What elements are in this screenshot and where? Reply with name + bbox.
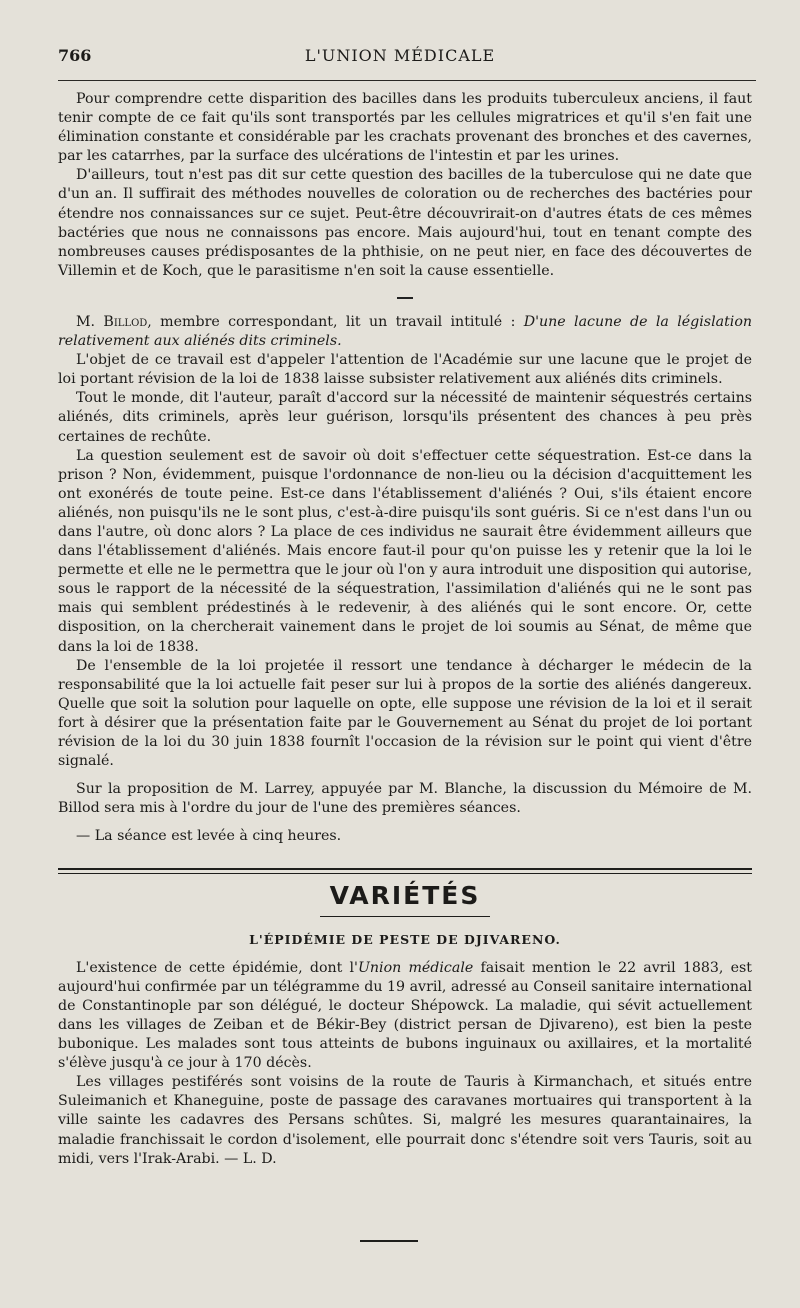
paragraph-billod-intro: [58, 313, 752, 351]
paragraph-larrey: Sur la proposition de M. Larrey, appuyée par M. Blanche, la discussion du Mémoire de M. Billod sera mis à l'ordre du jour de l'une des premières séances.: [58, 781, 752, 817]
page-header: [58, 46, 742, 70]
billod-intro-text: , membre correspondant, lit un travail intitulé :: [147, 313, 524, 330]
header-rule: [58, 80, 756, 81]
page-body: [58, 90, 752, 1169]
seance-end: — La séance est levée à cinq heures.: [76, 828, 342, 845]
heading-rule: [320, 916, 490, 917]
article-p1-before: L'existence de cette épidémie, dont l': [76, 959, 358, 976]
billod-work-title: D'une lacune de la législation relativement aux aliénés dits criminels.: [58, 313, 753, 350]
varietes-heading: VARIÉTÉS: [329, 881, 481, 911]
billod-name: M. Billod: [76, 313, 148, 330]
section-rule-thick: [58, 868, 752, 870]
section-rule-thin: [58, 873, 752, 874]
page-number: 766: [58, 46, 92, 65]
paragraph-bacilles: Pour comprendre cette disparition des bacilles dans les produits tuberculeux anciens, il faut tenir compte de ce fait qu'ils sont transportés par les cellules migratrices et qu'il s'en fait une élimination constante et considérable par les crachats provenant des bronches et des cavernes, par les catarrhes, par la surface des ulcérations de l'intestin et par les urines.: [58, 91, 752, 165]
paragraph-ailleurs: D'ailleurs, tout n'est pas dit sur cette question des bacilles de la tuberculose qui ne date que d'un an. Il suffirait des méthodes nouvelles de coloration ou de recherches des bactéries pour étendre nos connaissances sur ce sujet. Peut-être découvrirait-on d'autres états de ces mêmes bactéries que nous ne connaissons pas encore. Mais aujourd'hui, tout en tenant compte des nombreuses causes prédisposantes de la phthisie, on ne peut nier, en face des découvertes de Villemin et de Koch, que le parasitisme n'en soit la cause essentielle.: [58, 167, 752, 279]
article-paragraph-2: Les villages pestiférés sont voisins de la route de Tauris à Kirmanchach, et situés entre Suleimanich et Khaneguine, poste de passage des caravanes mortuaires qui transportent à la ville sainte les cadavres des Persans schûtes. Si, malgré les mesures quarantainaires, la maladie franchissait le cordon d'isolement, elle pourrait donc s'étendre soit vers Tauris, soit au midi, vers l'Irak-Arabi. — L. D.: [58, 1074, 752, 1167]
article-subtitle: L'ÉPIDÉMIE DE PESTE DE DJIVARENO.: [249, 931, 561, 947]
end-rule: [360, 1240, 418, 1242]
spacer: [58, 771, 752, 780]
paragraph-ensemble: De l'ensemble de la loi projetée il ressort une tendance à décharger le médecin de la responsabilité que la loi actuelle fait peser sur lui à propos de la sortie des aliénés dangereux. Quelle que soit la solution pour laquelle on opte, elle suppose une révision de la loi et il serait fort à désirer que la présentation faite par le Gouvernement au Sénat du projet de loi portant révision de la loi du 30 juin 1838 fournît l'occasion de la révision sur le point qui vient d'être signalé.: [58, 657, 752, 770]
article-p1-after: faisait mention le 22 avril 1883, est aujourd'hui confirmée par un télégramme du 19 avril, adressé au Conseil sanitaire international de Constantinople par son délégué, le docteur Shépowck. La maladie, qui sévit actuellement dans les villages de Zeiban et de Békir-Bey (district persan de Djivareno), est bien la peste bubonique. Les malades sont tous atteints de bubons inguinaux ou axillaires, et la mortalité s'élève jusqu'à ce jour à 170 décès.: [58, 959, 752, 1072]
paragraph-question: La question seulement est de savoir où doit s'effectuer cette séquestration. Est-ce dans la prison ? Non, évidemment, puisque l'ordonnance de non-lieu ou la décision d'acquittement les ont exonérés de toute peine. Est-ce dans l'établissement d'aliénés ? Oui, s'ils étaient encore aliénés, non puisqu'ils ne le sont plus, c'est-à-dire puisqu'ils sont guéris. Si ce n'est dans l'un ou dans l'autre, où donc alors ? La place de ces individus ne saurait être évidemment ailleurs que dans l'établissement d'aliénés. Mais encore faut-il pour qu'on puisse les y retenir que la loi le permette et elle ne le permettra que le jour où l'on y aura introduit une disposition qui autorise, sous le rapport de la nécessité de la séquestration, l'assimilation d'aliénés qui ne le sont pas mais qui semblent prédestinés à le redevenir, à des aliénés qui le sont encore. Or, cette disposition, on la chercherait vainement dans le projet de loi soumis au Sénat, de même que dans la loi de 1838.: [58, 447, 752, 655]
spacer: [58, 818, 752, 827]
section-dash: [397, 297, 413, 299]
article-paragraph-1: [58, 959, 752, 1074]
paragraph-tout-le-monde: Tout le monde, dit l'auteur, paraît d'accord sur la nécessité de maintenir séquestrés certains aliénés, dits criminels, après leur guérison, lorsqu'ils présentent des chances à peu près certaines de rechûte.: [58, 390, 752, 445]
article-p1-journal: Union médicale: [357, 959, 474, 976]
running-title: L'UNION MÉDICALE: [304, 46, 496, 65]
paragraph-objet: L'objet de ce travail est d'appeler l'attention de l'Académie sur une lacune que le projet de loi portant révision de la loi de 1838 laisse subsister relativement aux aliénés dits criminels.: [58, 352, 752, 388]
